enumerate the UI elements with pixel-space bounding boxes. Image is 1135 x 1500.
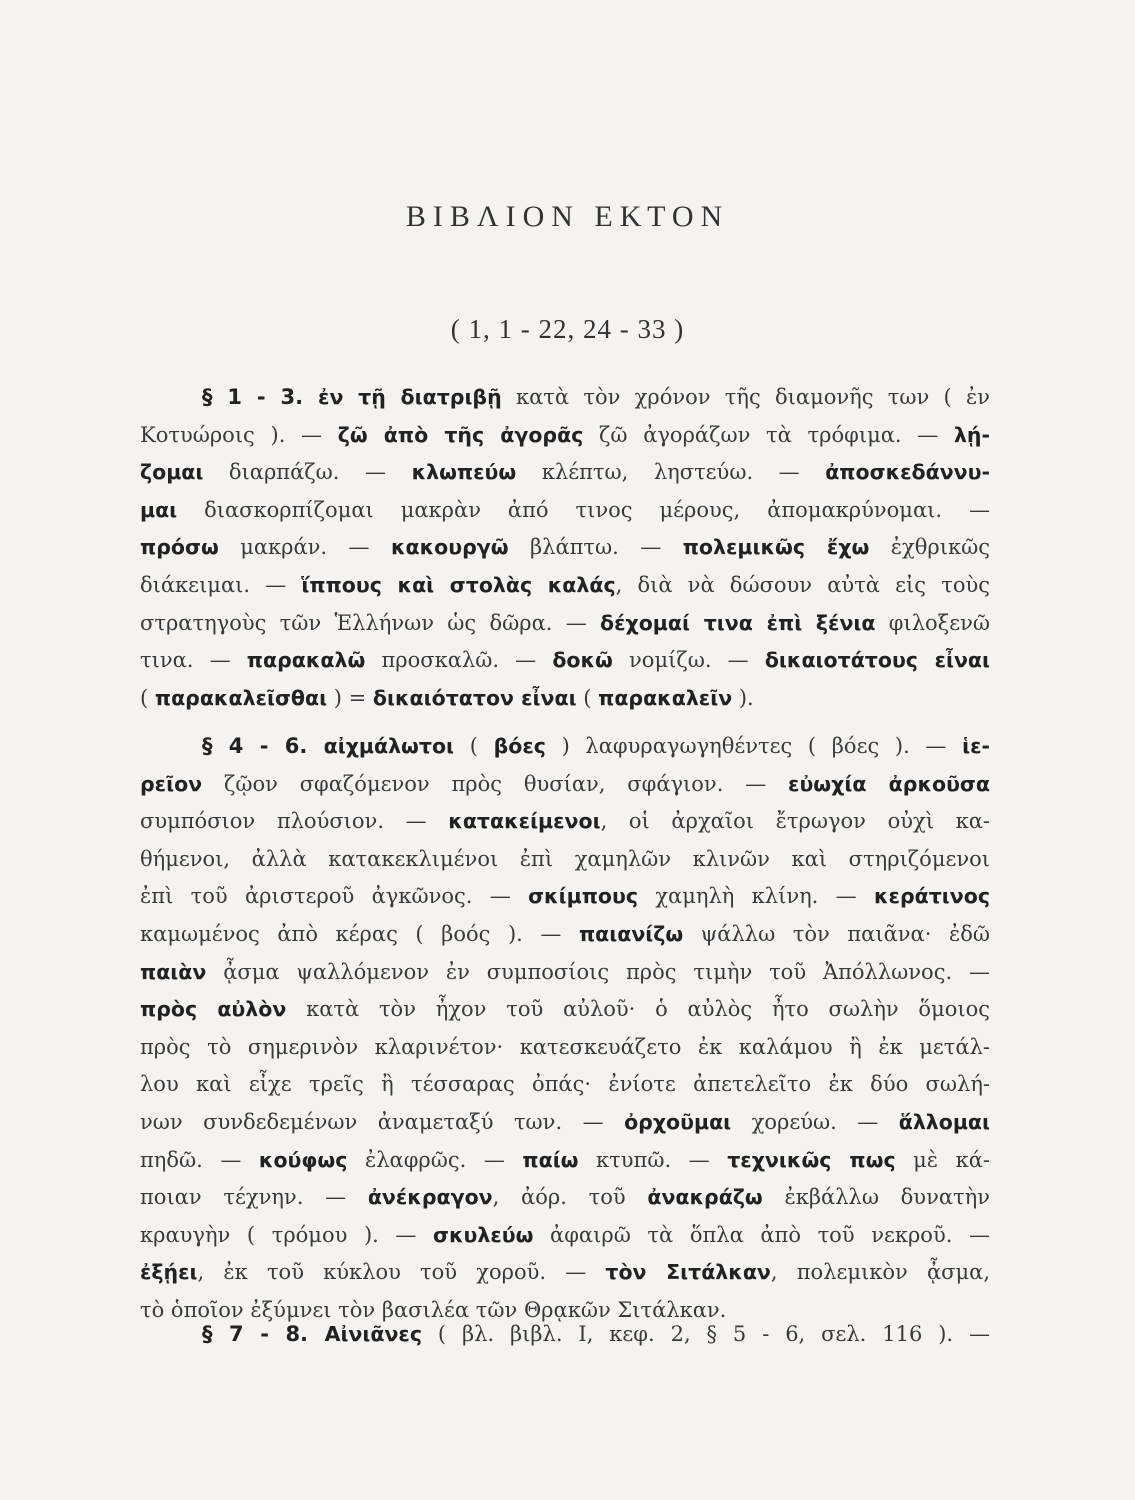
text-line: ( παρακαλεῖσθαι ) = δικαιότατον εἶναι ( παρακαλεῖν ). [140, 685, 754, 710]
text-line: διάκειμαι. — ἵππους καὶ στολὰς καλάς, διὰ νὰ δώσουν αὐτὰ εἰς τοὺς [140, 572, 990, 597]
chapter-range: ( 1, 1 - 22, 24 - 33 ) [450, 314, 685, 344]
text-line: καμωμένος ἀπὸ κέρας ( βοός ). — παιανίζω ψάλλω τὸν παιᾶνα· ἐδῶ [140, 921, 990, 946]
text-line: ἐξῄει, ἐκ τοῦ κύκλου τοῦ χοροῦ. — τὸν Σιτάλκαν, πολεμικὸν ᾆσμα, [140, 1260, 990, 1285]
paragraph-2 [140, 728, 990, 1330]
text-line: πρὸς τὸ σημερινὸν κλαρινέτον· κατεσκευάζετο ἐκ καλάμου ἢ ἐκ μετάλ- [140, 1034, 990, 1059]
text-line: ποιαν τέχνην. — ἀνέκραγον, ἀόρ. τοῦ ἀνακράζω ἐκβάλλω δυνατὴν [140, 1185, 990, 1210]
paragraph-3 [140, 1316, 990, 1354]
text-line: § 7 - 8. Αἰνιᾶνες ( βλ. βιβλ. Ι, κεφ. 2, § 5 - 6, σελ. 116 ). — [202, 1322, 990, 1346]
text-line: ρεῖον ζῷον σφαζόμενον πρὸς θυσίαν, σφάγιον. — εὐωχία ἀρκοῦσα [140, 771, 990, 796]
text-line: κραυγὴν ( τρόμου ). — σκυλεύω ἀφαιρῶ τὰ ὅπλα ἀπὸ τοῦ νεκροῦ. — [140, 1222, 990, 1247]
text-line: ἐπὶ τοῦ ἀριστεροῦ ἀγκῶνος. — σκίμπους χαμηλὴ κλίνη. — κεράτινος [140, 884, 990, 909]
text-line: μαι διασκορπίζομαι μακρὰν ἀπό τινος μέρους, ἀπομακρύνομαι. — [140, 497, 990, 522]
text-line: τινα. — παρακαλῶ προσκαλῶ. — δοκῶ νομίζω. — δικαιοτάτους εἶναι [140, 648, 990, 673]
text-line: § 4 - 6. αἰχμάλωτοι ( βόες ) λαφυραγωγηθέντες ( βόες ). — ἱε- [202, 734, 990, 758]
text-line: νων συνδεδεμένων ἀναμεταξύ των. — ὀρχοῦμαι χορεύω. — ἅλλομαι [140, 1109, 990, 1134]
text-line: λου καὶ εἶχε τρεῖς ἢ τέσσαρας ὀπάς· ἐνίοτε ἀπετελεῖτο ἐκ δύο σωλή- [140, 1072, 990, 1097]
text-line: θήμενοι, ἀλλὰ κατακεκλιμένοι ἐπὶ χαμηλῶν κλινῶν καὶ στηριζόμενοι [140, 846, 990, 871]
text-line: πρὸς αὐλὸν κατὰ τὸν ἦχον τοῦ αὐλοῦ· ὁ αὐλὸς ἦτο σωλὴν ὅμοιος [140, 997, 990, 1022]
text-line: στρατηγοὺς τῶν Ἑλλήνων ὡς δῶρα. — δέχομαί τινα ἐπὶ ξένια φιλοξενῶ [140, 610, 990, 635]
text-line: ζομαι διαρπάζω. — κλωπεύω κλέπτω, ληστεύω. — ἀποσκεδάννυ- [140, 460, 990, 485]
chapter-title: ΒΙΒΛΙΟΝ ΕΚΤΟΝ [405, 200, 730, 233]
text-line: τὸ ὁποῖον ἐξύμνει τὸν βασιλέα τῶν Θρᾳκῶν Σιτάλκαν. [140, 1297, 727, 1322]
text-line: συμπόσιον πλούσιον. — κατακείμενοι, οἱ ἀρχαῖοι ἔτρωγον οὐχὶ κα- [140, 809, 990, 834]
paragraph-1 [140, 379, 990, 717]
text-line: παιὰν ᾆσμα ψαλλόμενον ἐν συμποσίοις πρὸς τιμὴν τοῦ Ἀπόλλωνος. — [140, 959, 990, 984]
text-line: § 1 - 3. ἐν τῇ διατριβῇ κατὰ τὸν χρόνον τῆς διαμονῆς των ( ἐν [202, 385, 990, 409]
text-line: πρόσω μακράν. — κακουργῶ βλάπτω. — πολεμικῶς ἔχω ἐχθρικῶς [140, 535, 990, 560]
text-line: πηδῶ. — κούφως ἐλαφρῶς. — παίω κτυπῶ. — τεχνικῶς πως μὲ κά- [140, 1147, 990, 1172]
text-line: Κοτυώροις ). — ζῶ ἀπὸ τῆς ἀγορᾶς ζῶ ἀγοράζων τὰ τρόφιμα. — λῄ- [140, 422, 990, 447]
